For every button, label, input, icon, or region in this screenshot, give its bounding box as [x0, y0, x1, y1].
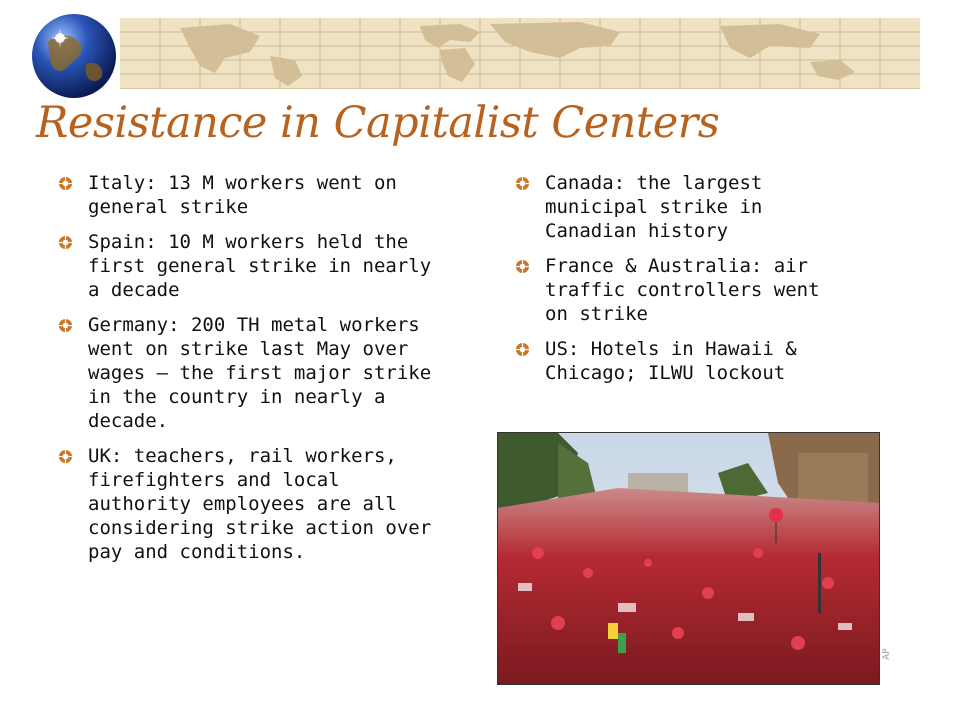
slide-title: Resistance in Capitalist Centers	[36, 98, 720, 148]
map-banner	[120, 18, 920, 89]
bullet-text: Germany: 200 TH metal workers went on strike last May over wages – the first major strike in the country in nearly a decade.	[88, 314, 432, 432]
gear-bullet-icon	[58, 235, 73, 250]
bullet-text: France & Australia: air traffic controllers went on strike	[545, 255, 820, 325]
gear-bullet-icon	[515, 176, 530, 191]
bullet-text: Italy: 13 M workers went on general strike	[88, 172, 397, 218]
gear-bullet-icon	[515, 342, 530, 357]
bullet-text: UK: teachers, rail workers, firefighters and local authority employees are all considering strike action over pay and conditions.	[88, 445, 432, 563]
bullet-item	[58, 444, 448, 564]
bullet-text: Spain: 10 M workers held the first general strike in nearly a decade	[88, 231, 432, 301]
bullet-item	[515, 171, 845, 243]
left-bullet-list	[58, 171, 448, 575]
bullet-item	[58, 230, 448, 302]
bullet-item	[515, 337, 845, 385]
right-bullet-list	[515, 171, 845, 396]
gear-bullet-icon	[58, 176, 73, 191]
globe-icon	[30, 12, 118, 100]
strike-crowd-photo	[497, 432, 880, 685]
gear-bullet-icon	[58, 318, 73, 333]
bullet-item	[58, 313, 448, 433]
bullet-item	[515, 254, 845, 326]
gear-bullet-icon	[515, 259, 530, 274]
bullet-text: US: Hotels in Hawaii & Chicago; ILWU lockout	[545, 338, 797, 384]
bullet-item	[58, 171, 448, 219]
gear-bullet-icon	[58, 449, 73, 464]
bullet-text: Canada: the largest municipal strike in Canadian history	[545, 172, 763, 242]
photo-credit: AP	[882, 648, 892, 660]
